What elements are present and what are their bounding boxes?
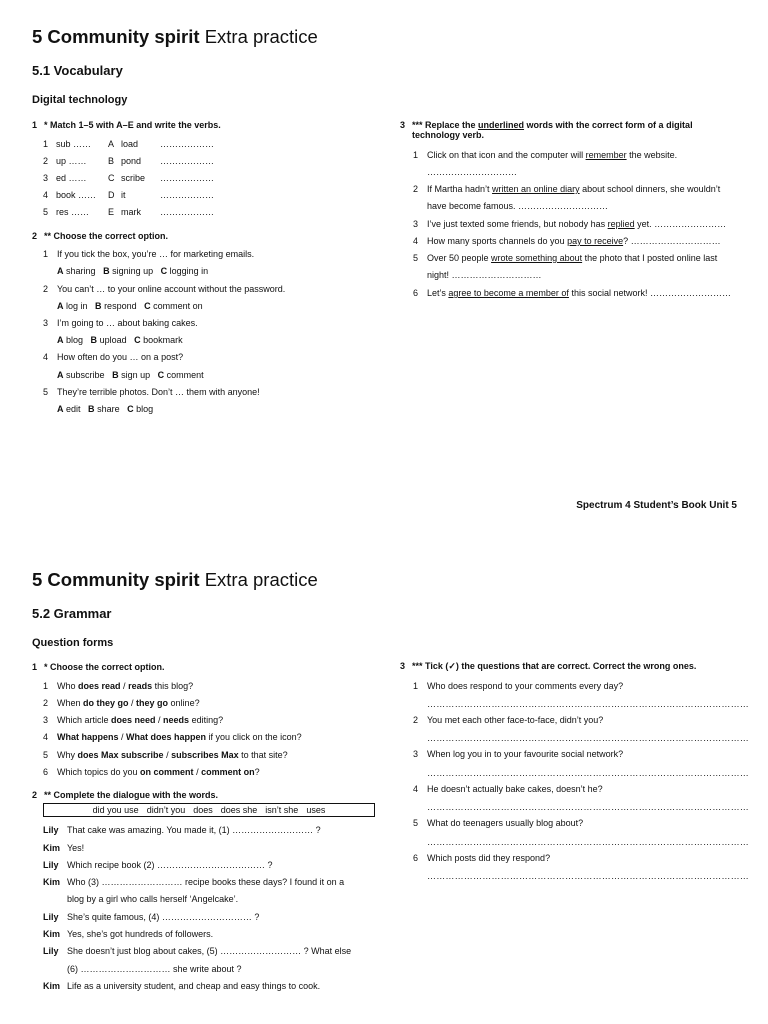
p1-ex3-instruction: 3 *** Replace the underlined words with the correct form of a digital technology verb. bbox=[400, 120, 693, 140]
p1-ex1-instruction: 1 * Match 1–5 with A–E and write the verbs. bbox=[32, 120, 221, 130]
p1-ex1-row: 5 res …… E mark ……………… bbox=[43, 207, 214, 217]
page1-topic-heading: Digital technology bbox=[32, 94, 128, 106]
page2-topic-heading: Question forms bbox=[32, 637, 114, 649]
page1-title: 5 Community spirit Extra practice bbox=[32, 26, 318, 47]
p1-ex1-row: 2 up …… B pond ……………… bbox=[43, 156, 214, 166]
p1-ex3-item: 1 Click on that icon and the computer will remember the website. bbox=[413, 150, 678, 160]
p2-ex3-instruction: 3 *** Tick (✓) the questions that are correct. Correct the wrong ones. bbox=[400, 661, 697, 671]
word-box-item: isn’t she bbox=[265, 805, 299, 815]
p1-ex1-row: 3 ed …… C scribe ……………… bbox=[43, 173, 214, 183]
p1-ex3-item: 2 If Martha hadn’t written an online diary about school dinners, she wouldn’t bbox=[413, 184, 721, 194]
word-box-item: does bbox=[193, 805, 213, 815]
p2-ex1-item: 1 Who does read / reads this blog? bbox=[43, 681, 194, 691]
p2-ex1-item: 5 Why does Max subscribe / subscribes Max to that site? bbox=[43, 750, 288, 760]
p1-ex3-item: 5 Over 50 people wrote something about the photo that I posted online last bbox=[413, 253, 718, 263]
p1-ex2-options: A subscribe B sign up C comment bbox=[57, 370, 204, 380]
p1-ex2-options: A log in B respond C comment on bbox=[57, 301, 203, 311]
answer-line: …………………………………………………………………………………………… bbox=[427, 802, 749, 812]
p2-ex1-item: 2 When do they go / they go online? bbox=[43, 698, 200, 708]
answer-line: …………………………………………………………………………………………… bbox=[427, 871, 749, 881]
answer-line: …………………………………………………………………………………………… bbox=[427, 768, 749, 778]
p1-ex2-question: 3 I’m going to … about baking cakes. bbox=[43, 318, 198, 328]
answer-line: …………………………………………………………………………………………… bbox=[427, 699, 749, 709]
p1-ex1-row: 1 sub …… A load ……………… bbox=[43, 139, 214, 149]
p2-ex1-instruction: 1 * Choose the correct option. bbox=[32, 662, 165, 672]
p1-ex3-item-continuation: ………………………… bbox=[427, 167, 517, 177]
p1-ex3-item: 4 How many sports channels do you pay to receive? ………………………… bbox=[413, 236, 721, 246]
word-box-item: did you use bbox=[92, 805, 139, 815]
p2-ex3-item: 4 He doesn’t actually bake cakes, doesn’t he? bbox=[413, 784, 603, 794]
p1-ex3-item: 3 I’ve just texted some friends, but nobody has replied yet. …………………… bbox=[413, 219, 727, 229]
p1-ex3-item-continuation: have become famous. ………………………… bbox=[427, 201, 609, 211]
page2-title: 5 Community spirit Extra practice bbox=[32, 569, 318, 590]
page1-footer: Spectrum 4 Student’s Book Unit 5 bbox=[576, 500, 737, 511]
page2-section-heading: 5.2 Grammar bbox=[32, 606, 112, 621]
p1-ex3-item: 6 Let’s agree to become a member of this social network! ……………………… bbox=[413, 288, 731, 298]
p2-ex3-item: 3 When log you in to your favourite social network? bbox=[413, 749, 624, 759]
p1-ex2-question: 1 If you tick the box, you’re … for marketing emails. bbox=[43, 249, 255, 259]
p1-ex2-question: 5 They’re terrible photos. Don’t … them with anyone! bbox=[43, 387, 260, 397]
word-box bbox=[43, 803, 375, 817]
p1-ex1-row: 4 book …… D it ……………… bbox=[43, 190, 214, 200]
answer-line: …………………………………………………………………………………………… bbox=[427, 733, 749, 743]
p2-ex1-item: 6 Which topics do you on comment / comment on? bbox=[43, 767, 260, 777]
p1-ex3-item-continuation: night! ………………………… bbox=[427, 270, 542, 280]
p2-ex3-item: 5 What do teenagers usually blog about? bbox=[413, 818, 584, 828]
answer-line: …………………………………………………………………………………………… bbox=[427, 837, 749, 847]
word-box-item: didn’t you bbox=[146, 805, 186, 815]
p1-ex2-options: A sharing B signing up C logging in bbox=[57, 266, 209, 276]
p2-ex3-item: 1 Who does respond to your comments every day? bbox=[413, 681, 624, 691]
p2-ex3-item: 6 Which posts did they respond? bbox=[413, 853, 551, 863]
word-box-item: does she bbox=[220, 805, 258, 815]
page1-section-heading: 5.1 Vocabulary bbox=[32, 63, 123, 78]
p1-ex2-options: A blog B upload C bookmark bbox=[57, 335, 183, 345]
p2-ex3-item: 2 You met each other face-to-face, didn’t you? bbox=[413, 715, 604, 725]
p2-ex1-item: 4 What happens / What does happen if you click on the icon? bbox=[43, 732, 302, 742]
p1-ex2-instruction: 2 ** Choose the correct option. bbox=[32, 231, 169, 241]
p2-ex2-instruction: 2 ** Complete the dialogue with the words. bbox=[32, 790, 219, 800]
word-box-item: uses bbox=[306, 805, 326, 815]
p1-ex2-options: A edit B share C blog bbox=[57, 404, 154, 414]
p1-ex2-question: 4 How often do you … on a post? bbox=[43, 352, 184, 362]
p1-ex2-question: 2 You can’t … to your online account without the password. bbox=[43, 284, 286, 294]
p2-ex1-item: 3 Which article does need / needs editing? bbox=[43, 715, 224, 725]
